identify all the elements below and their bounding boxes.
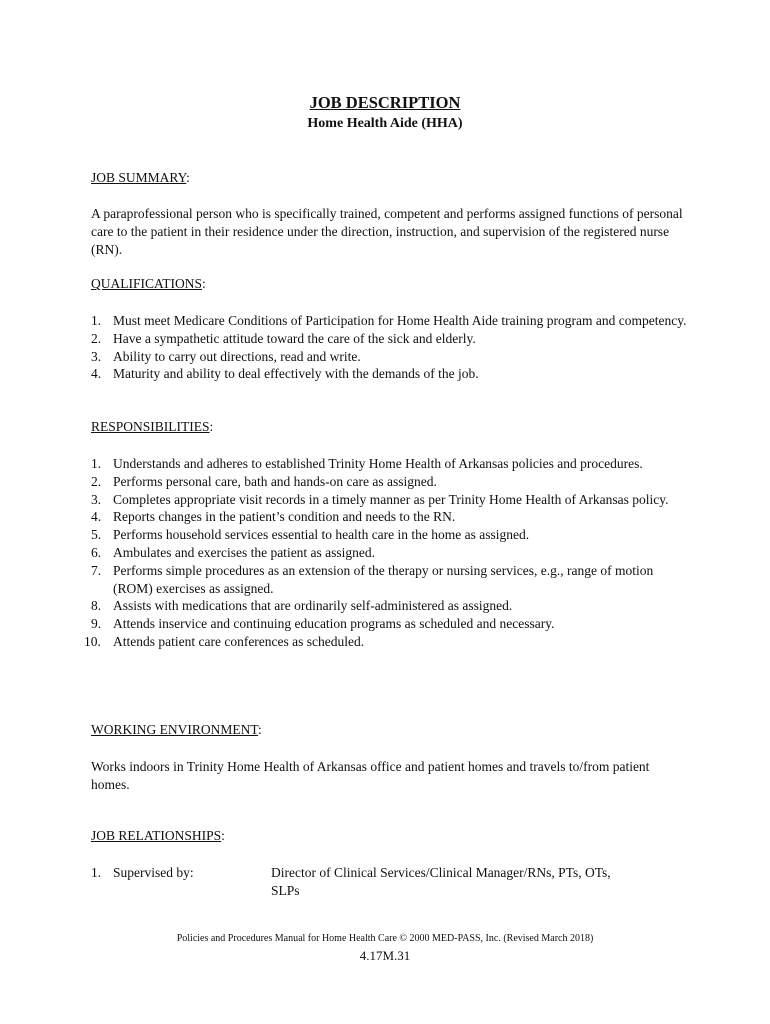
list-item: 3. Ability to carry out directions, read and write.	[91, 348, 361, 364]
footer-text: Policies and Procedures Manual for Home Health Care © 2000 MED-PASS, Inc. (Revised March 2018)	[176, 933, 594, 944]
list-item: 2. Performs personal care, bath and hands-on care as assigned.	[91, 473, 437, 489]
list-item: 4. Maturity and ability to deal effectively with the demands of the job.	[91, 366, 479, 382]
section-heading-job-relationships: JOB RELATIONSHIPS:	[91, 828, 225, 843]
list-item: 4. Reports changes in the patient’s condition and needs to the RN.	[91, 509, 456, 525]
job-summary-text: A paraprofessional person who is specifically trained, competent and performs assigned functions of personal care to the patient in their residence under the direction, instruction, and supervision of the registered nurse (RN).	[91, 206, 683, 257]
qualifications-list	[91, 312, 691, 383]
list-item: 5. Performs household services essential to health care in the home as assigned.	[91, 527, 530, 543]
section-heading-job-summary: JOB SUMMARY:	[91, 170, 190, 185]
section-heading-responsibilities: RESPONSIBILITIES:	[91, 419, 214, 434]
working-environment-text: Works indoors in Trinity Home Health of Arkansas office and patient homes and travels to/from patient homes.	[91, 759, 650, 792]
list-item: 9. Attends inservice and continuing education programs as scheduled and necessary.	[91, 616, 555, 632]
list-item: 6. Ambulates and exercises the patient as assigned.	[91, 544, 376, 560]
page-title: JOB DESCRIPTION	[309, 93, 461, 112]
relationship-number: 1.	[91, 865, 102, 880]
page-number: 4.17M.31	[359, 948, 411, 963]
list-item: 1. Understands and adheres to established Trinity Home Health of Arkansas policies and procedures.	[91, 456, 643, 471]
relationship-label: Supervised by:	[113, 865, 194, 880]
list-item: 7. Performs simple procedures as an extension of the therapy or nursing services, e.g., range of motion (ROM) exercises as assigned.	[91, 562, 654, 596]
relationship-value: Director of Clinical Services/Clinical Manager/RNs, PTs, OTs, SLPs	[271, 865, 611, 898]
page-subtitle: Home Health Aide (HHA)	[307, 116, 463, 131]
list-item: 10. Attends patient care conferences as scheduled.	[84, 633, 365, 649]
responsibilities-list	[84, 455, 691, 651]
section-heading-working-environment: WORKING ENVIRONMENT:	[91, 722, 262, 737]
list-item: 1. Must meet Medicare Conditions of Participation for Home Health Aide training program and competency.	[91, 313, 687, 328]
list-item: 3. Completes appropriate visit records in a timely manner as per Trinity Home Health of Arkansas policy.	[91, 491, 669, 507]
section-heading-qualifications: QUALIFICATIONS:	[91, 276, 206, 291]
list-item: 2. Have a sympathetic attitude toward the care of the sick and elderly.	[91, 330, 476, 346]
list-item: 8. Assists with medications that are ordinarily self-administered as assigned.	[91, 598, 513, 614]
